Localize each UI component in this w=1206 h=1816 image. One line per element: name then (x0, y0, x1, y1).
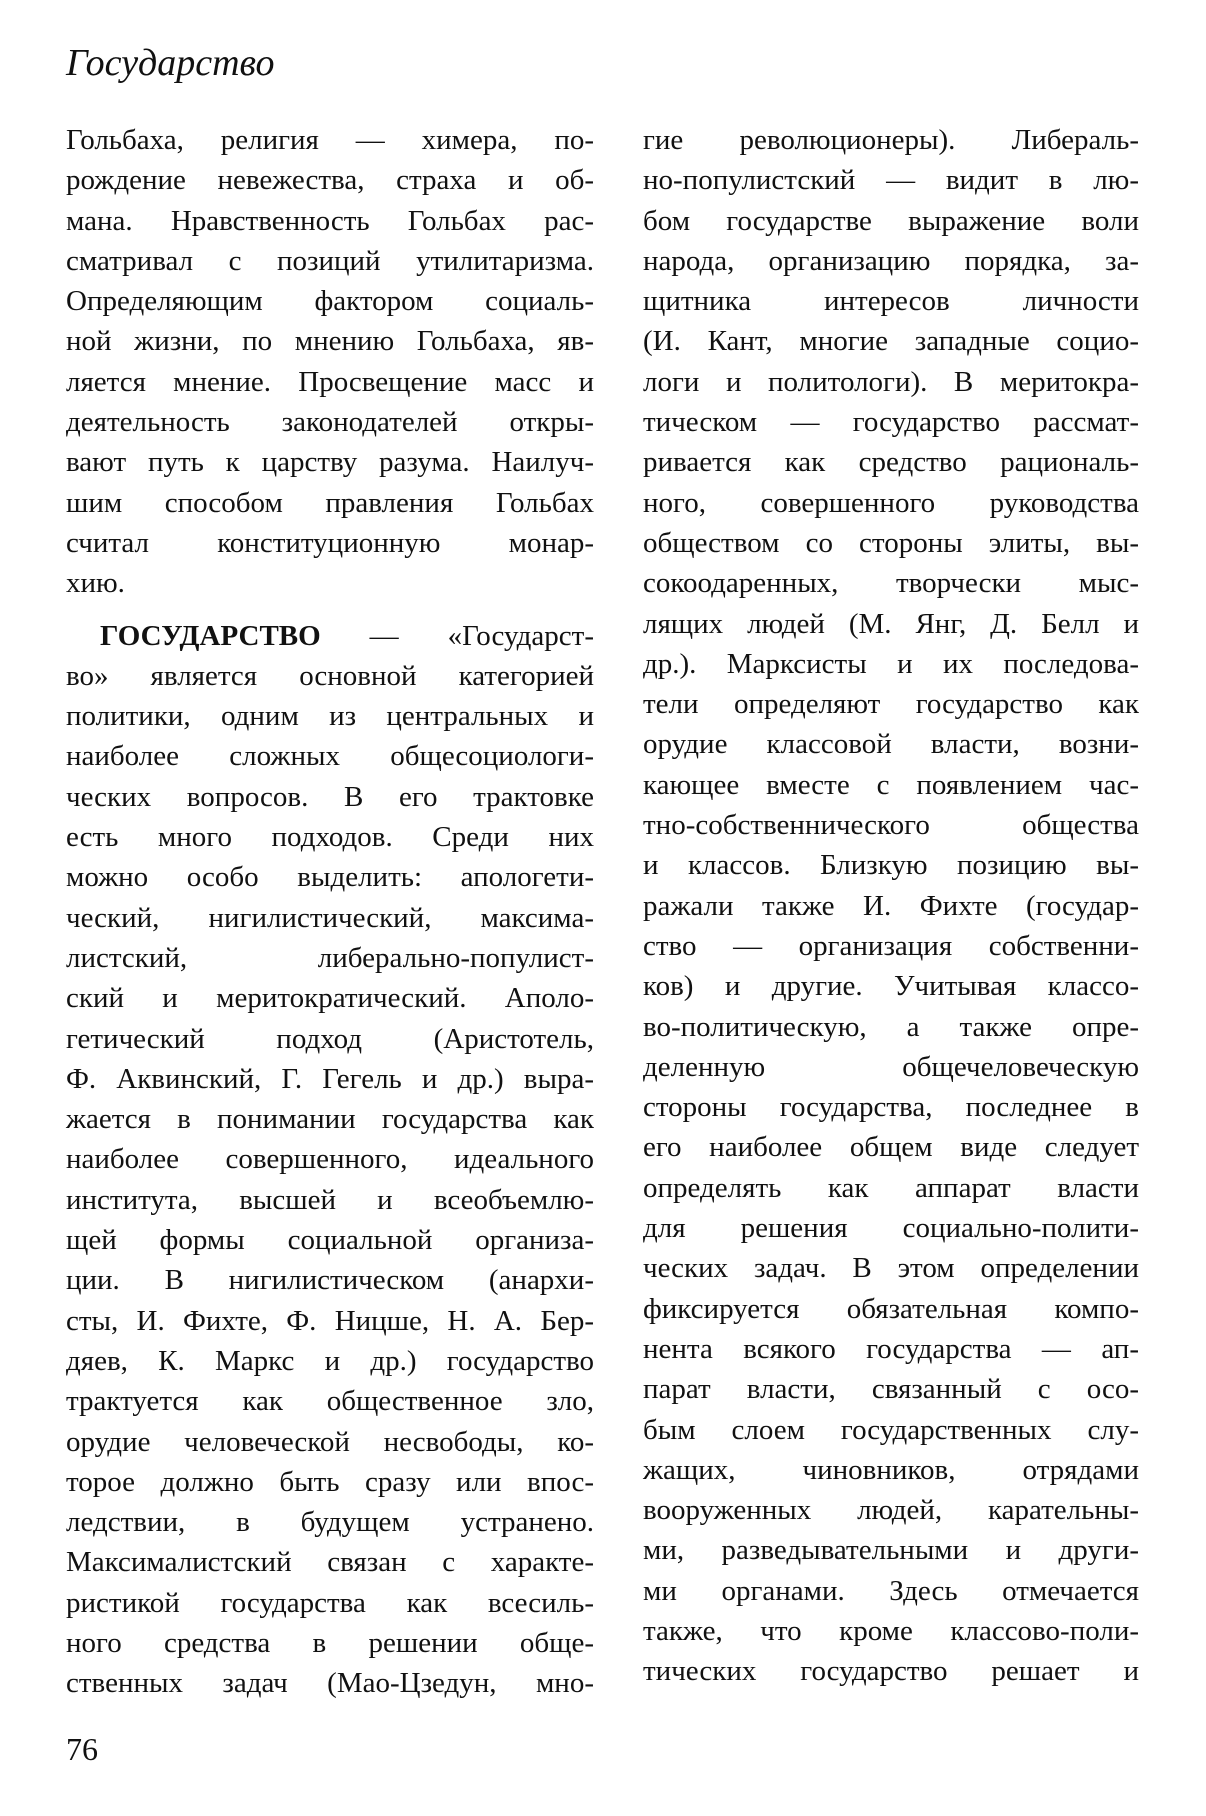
text-line: фиксируется обязательная компо- (643, 1292, 1139, 1325)
text-line: ривается как средство рациональ- (643, 446, 1139, 479)
text-line: (И. Кант, многие западные социо- (643, 325, 1139, 358)
text-line: тическом — государство рассмат- (643, 406, 1139, 439)
text-line: лящих людей (М. Янг, Д. Белл и (643, 607, 1139, 640)
text-line: ческих вопросов. В его трактовке (66, 780, 594, 813)
entry-first-line-text: — «Государст- (320, 619, 594, 652)
text-line: во» является основной категорией (66, 659, 594, 692)
text-line: есть много подходов. Среди них (66, 821, 594, 854)
text-line: можно особо выделить: апологети- (66, 861, 594, 894)
holbach-paragraph (66, 120, 594, 604)
text-line: жащих, чиновников, отрядами (643, 1453, 1139, 1486)
text-line: вают путь к царству разума. Наилуч- (66, 446, 594, 479)
text-line: Гольбаха, религия — химера, по- (66, 124, 594, 156)
text-line: тно-собственнического общества (643, 809, 1139, 842)
text-line: орудие классовой власти, возни- (643, 728, 1139, 761)
text-line: и классов. Близкую позицию вы- (643, 849, 1139, 882)
text-line: щитника интересов личности (643, 285, 1139, 318)
text-line: щей формы социальной организа- (66, 1224, 594, 1257)
text-line: сокоодаренных, творчески мыс- (643, 567, 1139, 600)
text-line: логи и политологи). В меритокра- (643, 365, 1139, 398)
text-line: Максималистский связан с характе- (66, 1546, 594, 1579)
text-line: трактуется как общественное зло, (66, 1385, 594, 1418)
running-head: Государство (66, 42, 275, 84)
text-line: Ф. Аквинский, Г. Гегель и др.) выра- (66, 1062, 594, 1095)
text-line: но-популистский — видит в лю- (643, 164, 1139, 197)
text-line: ков) и другие. Учитывая классо- (643, 970, 1139, 1003)
text-line: наиболее совершенного, идеального (66, 1143, 594, 1176)
left-column (66, 120, 594, 1704)
text-line: бым слоем государственных слу- (643, 1413, 1139, 1446)
text-line: политики, одним из центральных и (66, 700, 594, 733)
text-line: определять как аппарат власти (643, 1171, 1139, 1204)
text-line: торое должно быть сразу или впос- (66, 1465, 594, 1498)
text-line: ческих задач. В этом определении (643, 1252, 1139, 1285)
text-line: деятельность законодателей откры- (66, 406, 594, 439)
text-line: гие революционеры). Либераль- (643, 124, 1139, 156)
text-line: деленную общечеловеческую (643, 1050, 1139, 1083)
text-line: листский, либерально-популист- (66, 941, 594, 974)
text-line: считал конституционную монар- (66, 526, 594, 559)
text-line: ский и меритократический. Аполо- (66, 982, 594, 1015)
text-line: сты, И. Фихте, Ф. Ницше, Н. А. Бер- (66, 1304, 594, 1337)
gosudarstvo-entry (66, 616, 594, 1704)
text-line: ляется мнение. Просвещение масс и (66, 365, 594, 398)
text-line: бом государстве выражение воли (643, 204, 1139, 237)
paragraph-gap (66, 604, 594, 616)
entry-first-line (66, 616, 594, 656)
text-line: ледствии, в будущем устранено. (66, 1506, 594, 1539)
right-column (643, 120, 1139, 1692)
text-line: тических государство решает и (643, 1655, 1139, 1688)
text-line: тели определяют государство как (643, 688, 1139, 721)
text-line: хию. (66, 567, 125, 600)
text-line: ми органами. Здесь отмечается (643, 1574, 1139, 1607)
text-line: мана. Нравственность Гольбах рас- (66, 204, 594, 237)
text-line: стороны государства, последнее в (643, 1091, 1139, 1124)
text-line: обществом со стороны элиты, вы- (643, 526, 1139, 559)
text-line: жается в понимании государства как (66, 1103, 594, 1136)
text-line: его наиболее общем виде следует (643, 1131, 1139, 1164)
text-line: ции. В нигилистическом (анархи- (66, 1264, 594, 1297)
text-line: наиболее сложных общесоциологи- (66, 740, 594, 773)
text-line: ного средства в решении обще- (66, 1626, 594, 1659)
text-line: Определяющим фактором социаль- (66, 285, 594, 318)
text-line: ческий, нигилистический, максима- (66, 901, 594, 934)
text-line: орудие человеческой несвободы, ко- (66, 1425, 594, 1458)
text-line: кающее вместе с появлением час- (643, 768, 1139, 801)
text-line: ристикой государства как всесиль- (66, 1586, 594, 1619)
text-line: ного, совершенного руководства (643, 486, 1139, 519)
text-line: ной жизни, по мнению Гольбаха, яв- (66, 325, 594, 358)
text-line: нента всякого государства — ап- (643, 1332, 1139, 1365)
text-line: института, высшей и всеобъемлю- (66, 1183, 594, 1216)
text-line: дяев, К. Маркс и др.) государство (66, 1344, 594, 1377)
text-line: вооруженных людей, карательны- (643, 1494, 1139, 1527)
text-line: народа, организацию порядка, за- (643, 244, 1139, 277)
text-line: рождение невежества, страха и об- (66, 164, 594, 197)
text-line: гетический подход (Аристотель, (66, 1022, 594, 1055)
text-line: ражали также И. Фихте (государ- (643, 889, 1139, 922)
text-line: ственных задач (Мао-Цзедун, мно- (66, 1667, 594, 1700)
text-line: также, что кроме классово-поли- (643, 1614, 1139, 1647)
text-line: для решения социально-полити- (643, 1212, 1139, 1245)
entry-term: ГОСУДАРСТВО (100, 619, 321, 652)
text-line: парат власти, связанный с осо- (643, 1373, 1139, 1406)
text-line: во-политическую, а также опре- (643, 1010, 1139, 1043)
text-line: ми, разведывательными и други- (643, 1534, 1139, 1567)
text-line: сматривал с позиций утилитаризма. (66, 244, 594, 277)
text-line: др.). Марксисты и их последова- (643, 647, 1139, 680)
page-number: 76 (66, 1731, 98, 1767)
text-line: шим способом правления Гольбах (66, 486, 594, 519)
text-line: ство — организация собственни- (643, 929, 1139, 962)
